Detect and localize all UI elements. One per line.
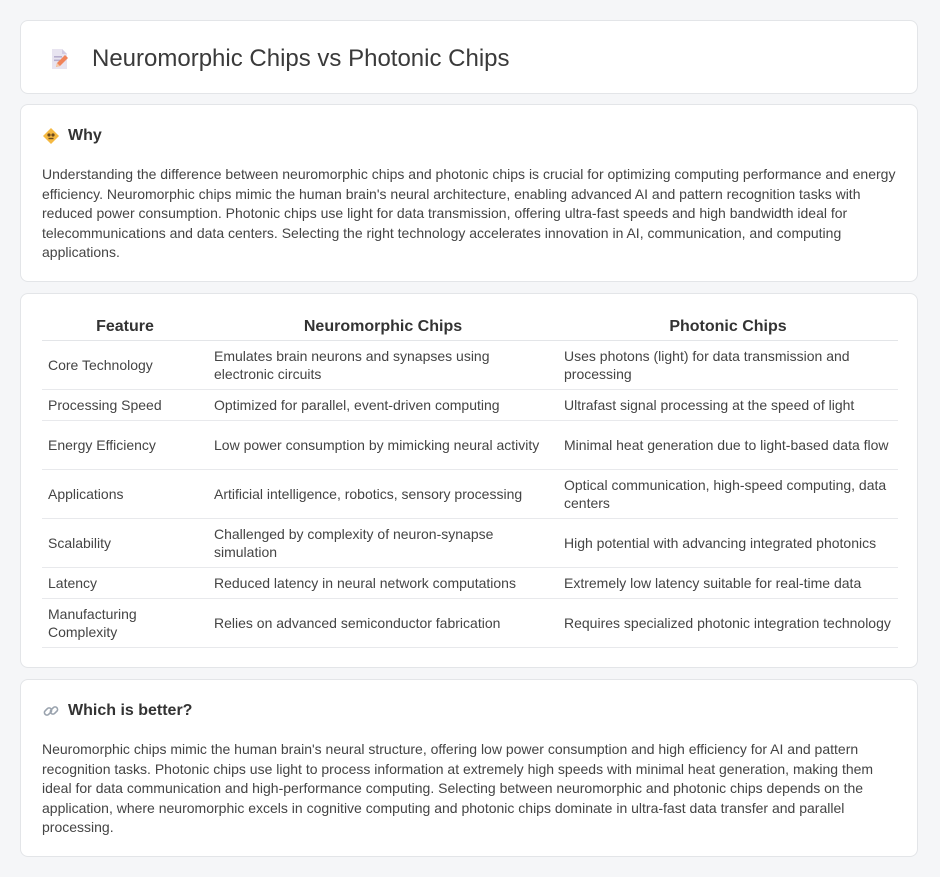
brain-bulb-icon (42, 127, 60, 145)
neuromorphic-cell: Low power consumption by mimicking neural activity (208, 421, 558, 470)
photonic-cell: Requires specialized photonic integration technology (558, 599, 898, 648)
comparison-card (20, 293, 918, 668)
feature-cell: Core Technology (42, 341, 208, 390)
neuromorphic-cell: Reduced latency in neural network computations (208, 568, 558, 599)
why-heading-label: Why (68, 127, 102, 144)
why-text: Understanding the difference between neuromorphic chips and photonic chips is crucial for optimizing computing performance and energy efficiency. Neuromorphic chips mimic the human brain's neural architecture, enabling advanced AI and pattern recognition tasks with reduced power consumption. Photonic chips use light for data transmission, offering ultra-fast speeds and high bandwidth ideal for telecommunications and data centers. Selecting the right technology accelerates innovation in AI, communication, and computing applications. (42, 166, 896, 260)
table-row (42, 341, 898, 390)
table-row (42, 519, 898, 568)
feature-cell: Energy Efficiency (42, 421, 208, 470)
why-section (20, 104, 918, 282)
feature-cell: Manufacturing Complexity (42, 599, 208, 648)
neuromorphic-cell: Challenged by complexity of neuron-synapse simulation (208, 519, 558, 568)
which-text: Neuromorphic chips mimic the human brain's neural structure, offering low power consumption and high efficiency for AI and pattern recognition tasks. Photonic chips use light to process information at extremely high speeds with minimal heat generation, making them ideal for data communication and high-performance computing. Selecting between neuromorphic and photonic chips depends on the application, where neuromorphic excels in cognitive computing and photonic chips dominate in ultra-fast data transfer and parallel processing. (42, 741, 874, 835)
neuromorphic-cell: Relies on advanced semiconductor fabrication (208, 599, 558, 648)
photonic-cell: High potential with advancing integrated photonics (558, 519, 898, 568)
photonic-cell: Optical communication, high-speed computing, data centers (558, 470, 898, 519)
feature-cell: Scalability (42, 519, 208, 568)
document-edit-icon (47, 47, 71, 71)
which-section (20, 679, 918, 857)
header-neuromorphic: Neuromorphic Chips (208, 313, 558, 341)
table-row (42, 599, 898, 648)
which-heading-label: Which is better? (68, 702, 193, 719)
header-feature: Feature (42, 313, 208, 341)
link-icon (42, 702, 60, 720)
feature-cell: Processing Speed (42, 390, 208, 421)
page-title: Neuromorphic Chips vs Photonic Chips (92, 45, 510, 72)
which-heading (42, 702, 192, 720)
feature-cell: Applications (42, 470, 208, 519)
table-row (42, 390, 898, 421)
table-row (42, 421, 898, 470)
photonic-cell: Minimal heat generation due to light-based data flow (558, 421, 898, 470)
why-heading (42, 127, 102, 145)
photonic-cell: Uses photons (light) for data transmission and processing (558, 341, 898, 390)
table-header-row (42, 313, 898, 341)
neuromorphic-cell: Emulates brain neurons and synapses using electronic circuits (208, 341, 558, 390)
photonic-cell: Ultrafast signal processing at the speed of light (558, 390, 898, 421)
header-photonic: Photonic Chips (558, 313, 898, 341)
neuromorphic-cell: Optimized for parallel, event-driven computing (208, 390, 558, 421)
feature-cell: Latency (42, 568, 208, 599)
title-card (20, 20, 918, 94)
neuromorphic-cell: Artificial intelligence, robotics, sensory processing (208, 470, 558, 519)
table-row (42, 470, 898, 519)
photonic-cell: Extremely low latency suitable for real-time data (558, 568, 898, 599)
comparison-table (42, 313, 898, 648)
table-row (42, 568, 898, 599)
